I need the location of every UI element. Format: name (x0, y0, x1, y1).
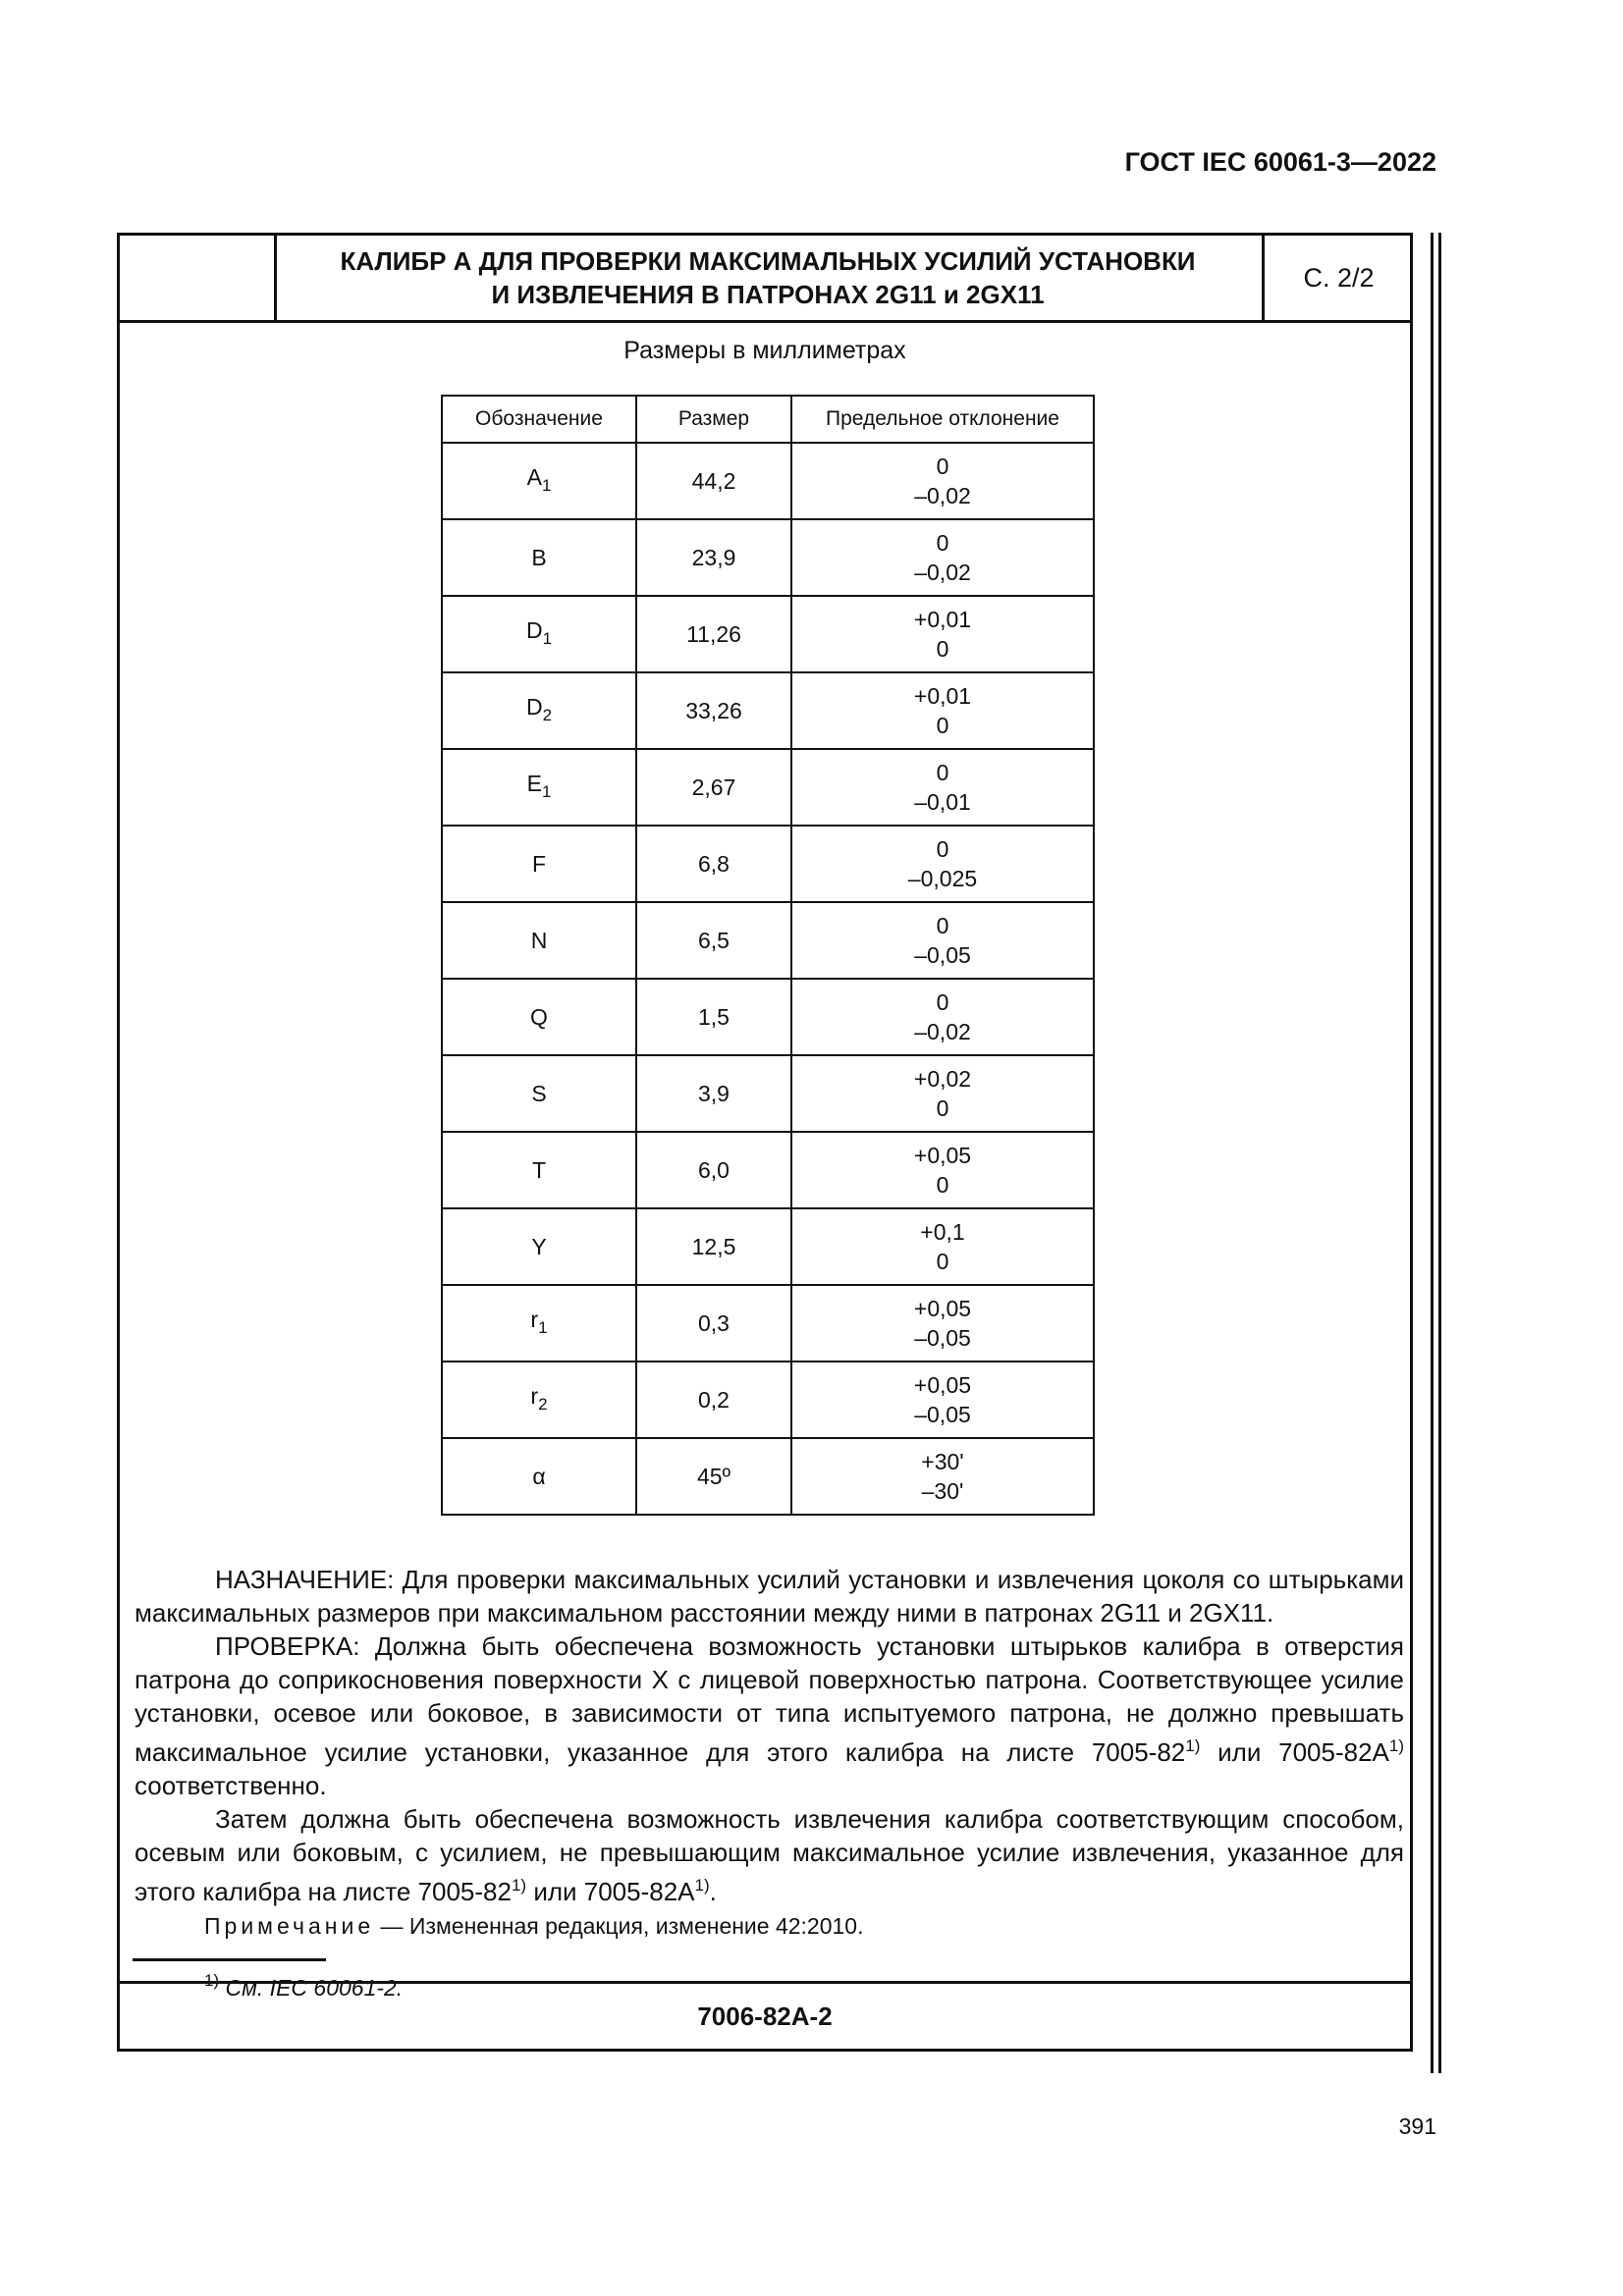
dimensions-table (441, 395, 1095, 1516)
text-run: соответственно. (135, 1771, 327, 1800)
designation-symbol: D (525, 616, 543, 643)
lower-deviation: –0,02 (914, 483, 971, 508)
upper-deviation: +0,05 (913, 1296, 972, 1321)
designation-cell (442, 979, 636, 1055)
header-blank-cell (120, 236, 277, 320)
designation-cell (442, 749, 636, 826)
tolerance-cell (791, 1285, 1094, 1362)
size-cell: 2,67 (636, 749, 791, 826)
lower-deviation: –0,01 (914, 789, 971, 815)
footnote-text: См. IEC 60061-2. (219, 1975, 404, 2001)
designation-cell (442, 1055, 636, 1132)
tolerance-cell (791, 519, 1094, 596)
units-caption: Размеры в миллиметрах (623, 337, 906, 364)
tolerance-cell (791, 902, 1094, 979)
designation-symbol: B (531, 545, 547, 570)
upper-deviation: 0 (936, 530, 949, 556)
lower-deviation: –0,05 (914, 942, 971, 968)
sheet-title-line: КАЛИБР А ДЛЯ ПРОВЕРКИ МАКСИМАЛЬНЫХ УСИЛИЙ УСТАНОВКИ (340, 246, 1196, 276)
upper-deviation: +0,05 (913, 1143, 972, 1168)
table-row (442, 902, 1094, 979)
table-row (442, 443, 1094, 519)
designation-symbol: N (530, 928, 548, 953)
extraction-paragraph (135, 1802, 1404, 1908)
tolerance-cell (791, 443, 1094, 519)
designation-symbol: Q (530, 1004, 548, 1030)
table-row (442, 1055, 1094, 1132)
designation-subscript: 2 (542, 705, 553, 724)
upper-deviation: +30' (921, 1449, 964, 1474)
lower-deviation: 0 (936, 1095, 949, 1121)
size-cell: 12,5 (636, 1208, 791, 1285)
sheet-title (277, 236, 1259, 320)
designation-symbol: S (531, 1081, 547, 1106)
size-cell: 0,2 (636, 1362, 791, 1438)
designation-symbol: r (530, 1382, 539, 1409)
size-cell: 1,5 (636, 979, 791, 1055)
footnote-ref: 1) (1388, 1736, 1404, 1755)
tolerance-cell (791, 1362, 1094, 1438)
text-run: или 7005-82A (1200, 1737, 1389, 1767)
footnote-ref: 1) (694, 1876, 710, 1895)
footnote-ref: 1) (1185, 1736, 1201, 1755)
purpose-paragraph: НАЗНАЧЕНИЕ: Для проверки максимальных усилий установки и извлечения цоколя со штырьками максимальных размеров при максимальном расстоянии между ними в патронах 2G11 и 2GX11. (135, 1565, 1404, 1628)
size-cell: 11,26 (636, 596, 791, 672)
upper-deviation: +0,1 (920, 1219, 965, 1245)
table-row (442, 596, 1094, 672)
table-row (442, 979, 1094, 1055)
lower-deviation: 0 (936, 1172, 949, 1198)
size-cell: 23,9 (636, 519, 791, 596)
size-cell: 33,26 (636, 672, 791, 749)
sheet-frame (117, 233, 1413, 2052)
table-row (442, 1132, 1094, 1208)
upper-deviation: 0 (936, 913, 949, 938)
tolerance-cell (791, 672, 1094, 749)
lower-deviation: –0,05 (914, 1402, 971, 1427)
sheet-title-line: И ИЗВЛЕЧЕНИЯ В ПАТРОНАХ 2G11 и 2GX11 (491, 280, 1045, 309)
designation-symbol: T (531, 1157, 547, 1183)
size-cell: 0,3 (636, 1285, 791, 1362)
designation-subscript: 1 (542, 628, 553, 648)
upper-deviation: +0,05 (913, 1372, 972, 1398)
page-number: 391 (1398, 2113, 1436, 2139)
designation-cell (442, 1285, 636, 1362)
table-row (442, 519, 1094, 596)
upper-deviation: 0 (936, 454, 949, 479)
designation-symbol: r (530, 1306, 539, 1332)
size-cell: 45º (636, 1438, 791, 1515)
lower-deviation: –0,02 (914, 1019, 971, 1044)
designation-symbol: E (526, 770, 542, 796)
designation-subscript: 2 (538, 1394, 548, 1414)
designation-cell (442, 1362, 636, 1438)
upper-deviation: 0 (936, 760, 949, 785)
body-text (135, 1563, 1404, 1908)
designation-cell (442, 1438, 636, 1515)
column-header: Обозначение (442, 396, 636, 443)
designation-symbol: A (526, 463, 542, 490)
lower-deviation: 0 (936, 1249, 949, 1274)
text-run: . (709, 1877, 717, 1906)
lower-deviation: –0,02 (914, 560, 971, 585)
note-text: — Измененная редакция, изменение 42:2010. (374, 1913, 864, 1939)
upper-deviation: +0,01 (913, 683, 972, 709)
text-run: ПРОВЕРКА: Должна быть обеспечена возможность установки штырьков калибра в отверстия патрона до соприкосновения поверхности X с лицевой поверхностью патрона. Соответствующее усилие установки, осевое или боковое, в зависимости от типа испытуемого патрона, не должно превышать максимальное усилие установки, указанное для этого калибра на листе 7005-82 (135, 1631, 1404, 1767)
designation-cell (442, 826, 636, 902)
tolerance-cell (791, 979, 1094, 1055)
table-row (442, 749, 1094, 826)
tolerance-cell (791, 1132, 1094, 1208)
double-margin-line (1438, 233, 1441, 2073)
sheet-header (120, 236, 1410, 323)
size-cell: 6,0 (636, 1132, 791, 1208)
table-row (442, 826, 1094, 902)
table-header-row (442, 396, 1094, 443)
designation-subscript: 1 (538, 1317, 548, 1337)
lower-deviation: –0,05 (914, 1325, 971, 1351)
tolerance-cell (791, 1055, 1094, 1132)
designation-cell (442, 519, 636, 596)
table-row (442, 1285, 1094, 1362)
text-run: Затем должна быть обеспечена возможность извлечения калибра соответствующим способом, осевым или боковым, с усилием, не превышающим максимальное усилие извлечения, указанное для этого калибра на листе 7005-82 (135, 1804, 1404, 1906)
footnote-ref: 1) (511, 1876, 527, 1895)
lower-deviation: –30' (921, 1478, 964, 1504)
table-row (442, 672, 1094, 749)
sheet-code: 7006-82A-2 (120, 1981, 1410, 2049)
footnote-divider (133, 1958, 326, 1961)
column-header: Размер (636, 396, 791, 443)
size-cell: 6,8 (636, 826, 791, 902)
size-cell: 6,5 (636, 902, 791, 979)
tolerance-cell (791, 826, 1094, 902)
designation-symbol: D (525, 693, 543, 720)
double-margin-line (1431, 233, 1434, 2073)
upper-deviation: 0 (936, 989, 949, 1015)
upper-deviation: +0,01 (913, 607, 972, 632)
size-cell: 44,2 (636, 443, 791, 519)
tolerance-cell (791, 1208, 1094, 1285)
tolerance-cell (791, 749, 1094, 826)
tolerance-cell (791, 596, 1094, 672)
tolerance-cell (791, 1438, 1094, 1515)
lower-deviation: –0,025 (907, 866, 978, 891)
designation-subscript: 1 (541, 475, 552, 495)
designation-cell (442, 1208, 636, 1285)
size-cell: 3,9 (636, 1055, 791, 1132)
table-body (442, 443, 1094, 1515)
text-run: или 7005-82A (526, 1877, 695, 1906)
document-id: ГОСТ IEC 60061-3—2022 (1124, 147, 1436, 177)
upper-deviation: 0 (936, 836, 949, 862)
designation-symbol: F (531, 851, 547, 877)
note (204, 1913, 864, 1940)
table-row (442, 1438, 1094, 1515)
check-paragraph (135, 1629, 1404, 1802)
designation-symbol: Y (531, 1234, 547, 1259)
designation-cell (442, 1132, 636, 1208)
designation-cell (442, 902, 636, 979)
designation-cell (442, 672, 636, 749)
designation-subscript: 1 (541, 781, 552, 801)
table-row (442, 1362, 1094, 1438)
designation-symbol: α (532, 1464, 546, 1489)
upper-deviation: +0,02 (913, 1066, 972, 1092)
designation-cell (442, 596, 636, 672)
note-label: Примечание (204, 1913, 375, 1939)
designation-cell (442, 443, 636, 519)
footnote-mark: 1) (204, 1971, 220, 1990)
column-header: Предельное отклонение (791, 396, 1094, 443)
lower-deviation: 0 (936, 636, 949, 662)
lower-deviation: 0 (936, 713, 949, 738)
table-row (442, 1208, 1094, 1285)
sheet-number: С. 2/2 (1262, 236, 1413, 320)
